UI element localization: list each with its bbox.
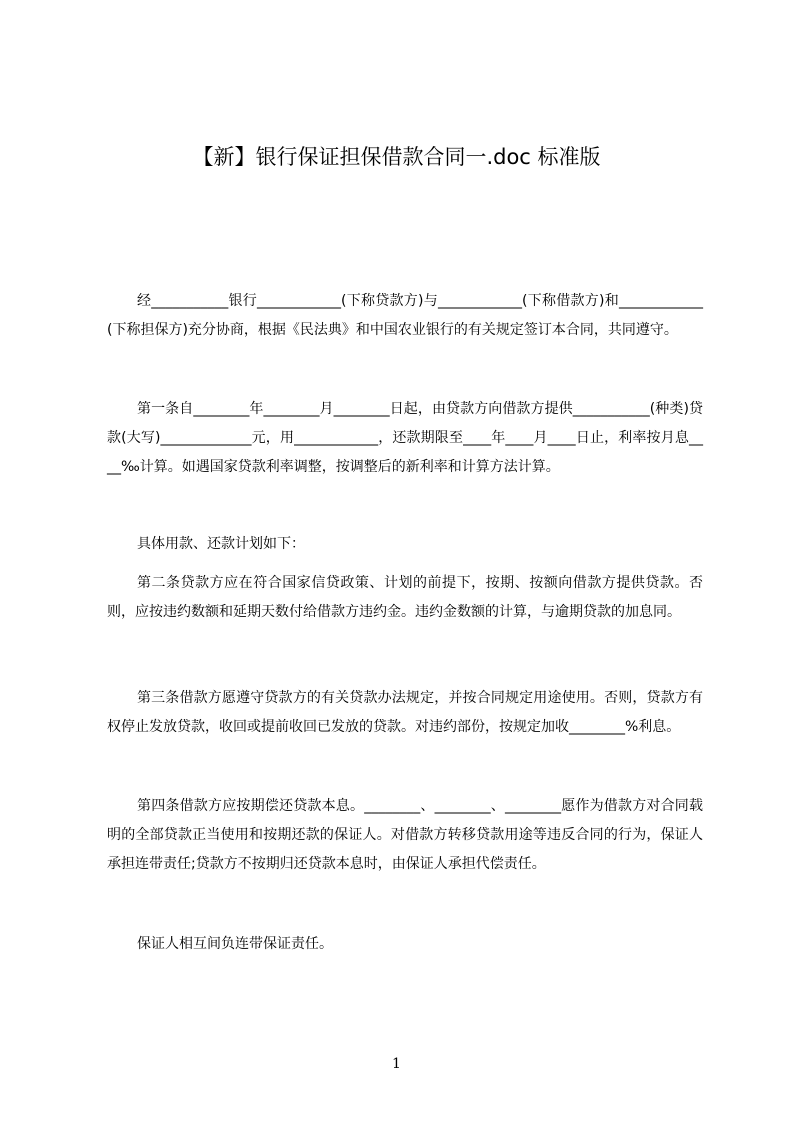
page-number: 1: [392, 1056, 401, 1072]
paragraph-article-1: 第一条自________年________月________日起，由贷款方向借款方提供___________(种类)贷款(大写)_____________元，用____________，还款期限至____年____月____日止，利率按月息____‰计算。如遇国家贷款利率调整，按调整后的新利率和计算方法计算。: [107, 401, 703, 475]
paragraph-preamble: 经___________银行____________(下称贷款方)与____________(下称借款方)和____________(下称担保方)充分协商，根据《民法典》和中国农业银行的有关规定签订本合同，共同遵守。: [107, 293, 703, 338]
document-title: 【新】银行保证担保借款合同一.doc 标准版: [192, 145, 601, 169]
paragraph-repayment-plan: 具体用款、还款计划如下：: [137, 536, 305, 552]
paragraph-article-2: 第二条贷款方应在符合国家信贷政策、计划的前提下，按期、按额向借款方提供贷款。否则，应按违约数额和延期天数付给借款方违约金。违约金数额的计算，与逾期贷款的加息同。: [107, 575, 703, 620]
paragraph-article-3: 第三条借款方愿遵守贷款方的有关贷款办法规定，并按合同规定用途使用。否则，贷款方有权停止发放贷款，收回或提前收回已发放的贷款。对违约部份，按规定加收________%利息。: [107, 690, 703, 735]
paragraph-guarantor-liability: 保证人相互间负连带保证责任。: [137, 936, 333, 952]
paragraph-article-4: 第四条借款方应按期偿还贷款本息。________、________、________愿作为借款方对合同载明的全部贷款正当使用和按期还款的保证人。对借款方转移贷款用途等违反合同的行为，保证人承担连带责任;贷款方不按期归还贷款本息时，由保证人承担代偿责任。: [107, 798, 703, 872]
